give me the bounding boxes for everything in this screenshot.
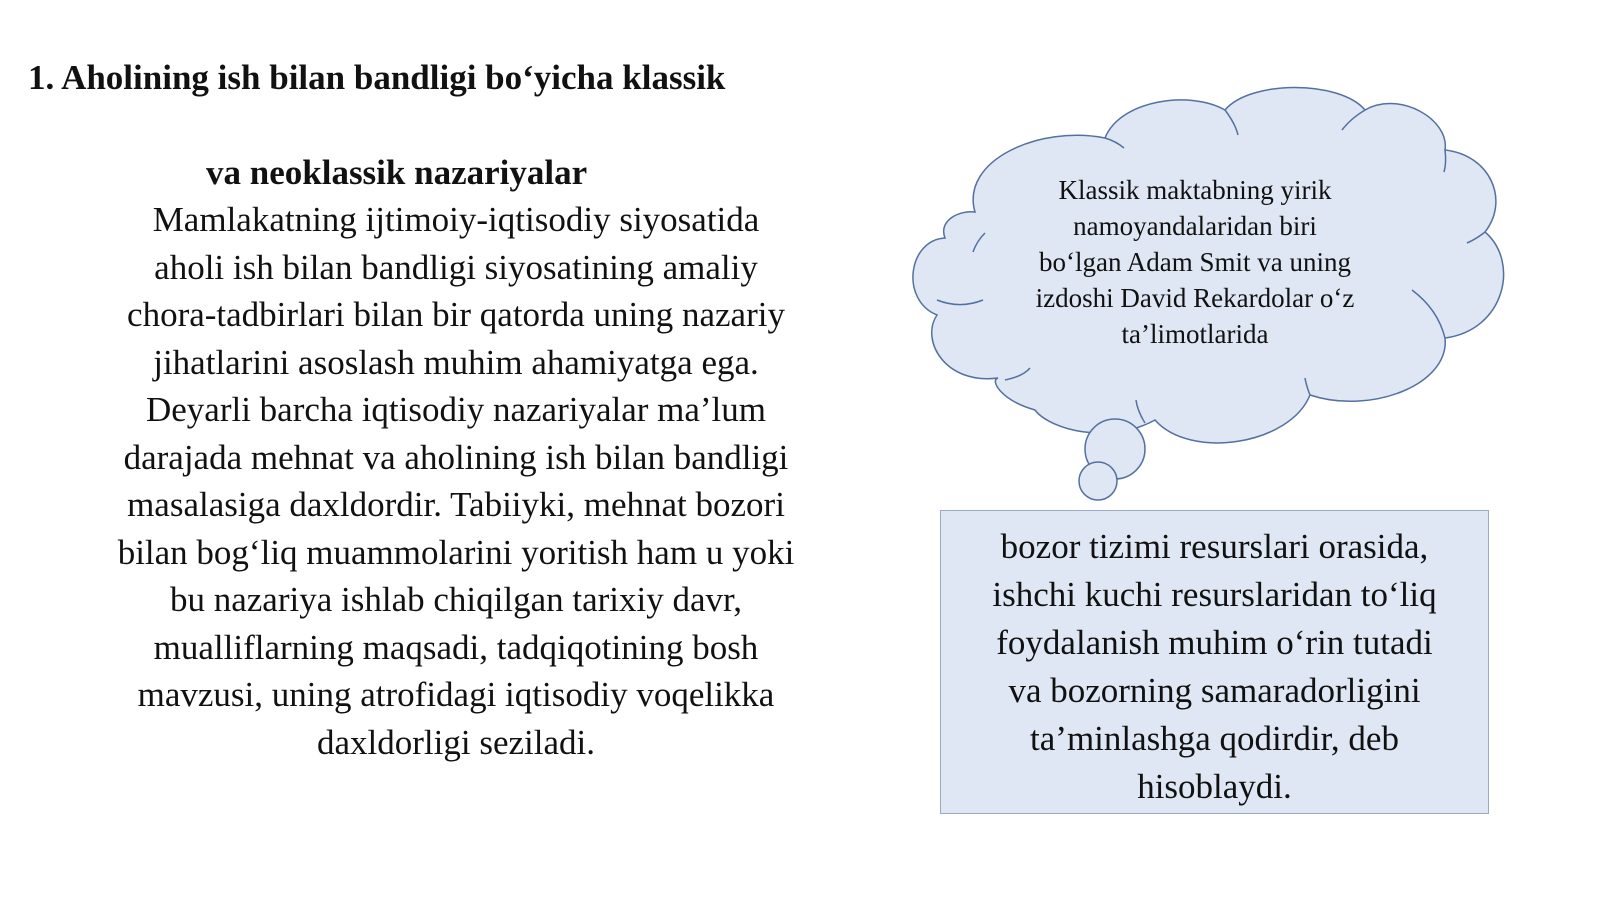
main-paragraph-line: aholi ish bilan bandligi siyosatining amaliy	[154, 247, 758, 287]
cloud-text-line: namoyandalaridan biri	[1073, 211, 1317, 241]
main-paragraph-line: chora-tadbirlari bilan bir qatorda uning nazariy	[127, 295, 785, 334]
main-paragraph-line: bilan bog‘liq muammolarini yoritish ham u yoki	[117, 532, 795, 572]
text-box-line: va bozorning samaradorligini	[1008, 671, 1421, 710]
main-paragraph-line: darajada mehnat va aholining ish bilan bandligi	[123, 437, 789, 477]
slide-title-line-2: va neoklassik nazariyalar	[206, 153, 588, 192]
main-paragraph-line: daxldorligi seziladi.	[317, 722, 595, 762]
text-box-line: ishchi kuchi resurslaridan to‘liq	[992, 575, 1437, 614]
cloud-text-line: ta’limotlarida	[1121, 319, 1269, 349]
main-paragraph-line: masalasiga daxldordir. Tabiiyki, mehnat bozori	[127, 485, 785, 524]
main-paragraph-line: mualliflarning maqsadi, tadqiqotining bosh	[153, 627, 759, 667]
text-box-line: hisoblaydi.	[1137, 767, 1292, 806]
text-box-line: foydalanish muhim o‘rin tutadi	[996, 623, 1433, 662]
slide-title-line-1: 1. Aholining ish bilan bandligi bo‘yicha klassik	[28, 58, 726, 97]
main-paragraph-line: bu nazariya ishlab chiqilgan tarixiy davr,	[169, 580, 742, 619]
main-paragraph-line: Mamlakatning ijtimoiy-iqtisodiy siyosatida	[152, 200, 760, 239]
text-box-line: ta’minlashga qodirdir, deb	[1030, 719, 1399, 758]
cloud-text-line: Klassik maktabning yirik	[1058, 175, 1332, 205]
cloud-text-line: bo‘lgan Adam Smit va uning	[1039, 247, 1351, 277]
text-box-line: bozor tizimi resurslari orasida,	[1000, 527, 1429, 566]
main-paragraph-line: mavzusi, uning atrofidagi iqtisodiy voqelikka	[137, 675, 775, 714]
main-paragraph-line: jihatlarini asoslash muhim ahamiyatga ega.	[153, 342, 759, 382]
cloud-text-line: izdoshi David Rekardolar o‘z	[1035, 283, 1355, 313]
main-paragraph-line: Deyarli barcha iqtisodiy nazariyalar ma’lum	[145, 390, 767, 429]
thought-bubble-small	[1079, 462, 1117, 500]
cloud-text	[985, 172, 1405, 352]
text-box-content	[940, 523, 1489, 811]
